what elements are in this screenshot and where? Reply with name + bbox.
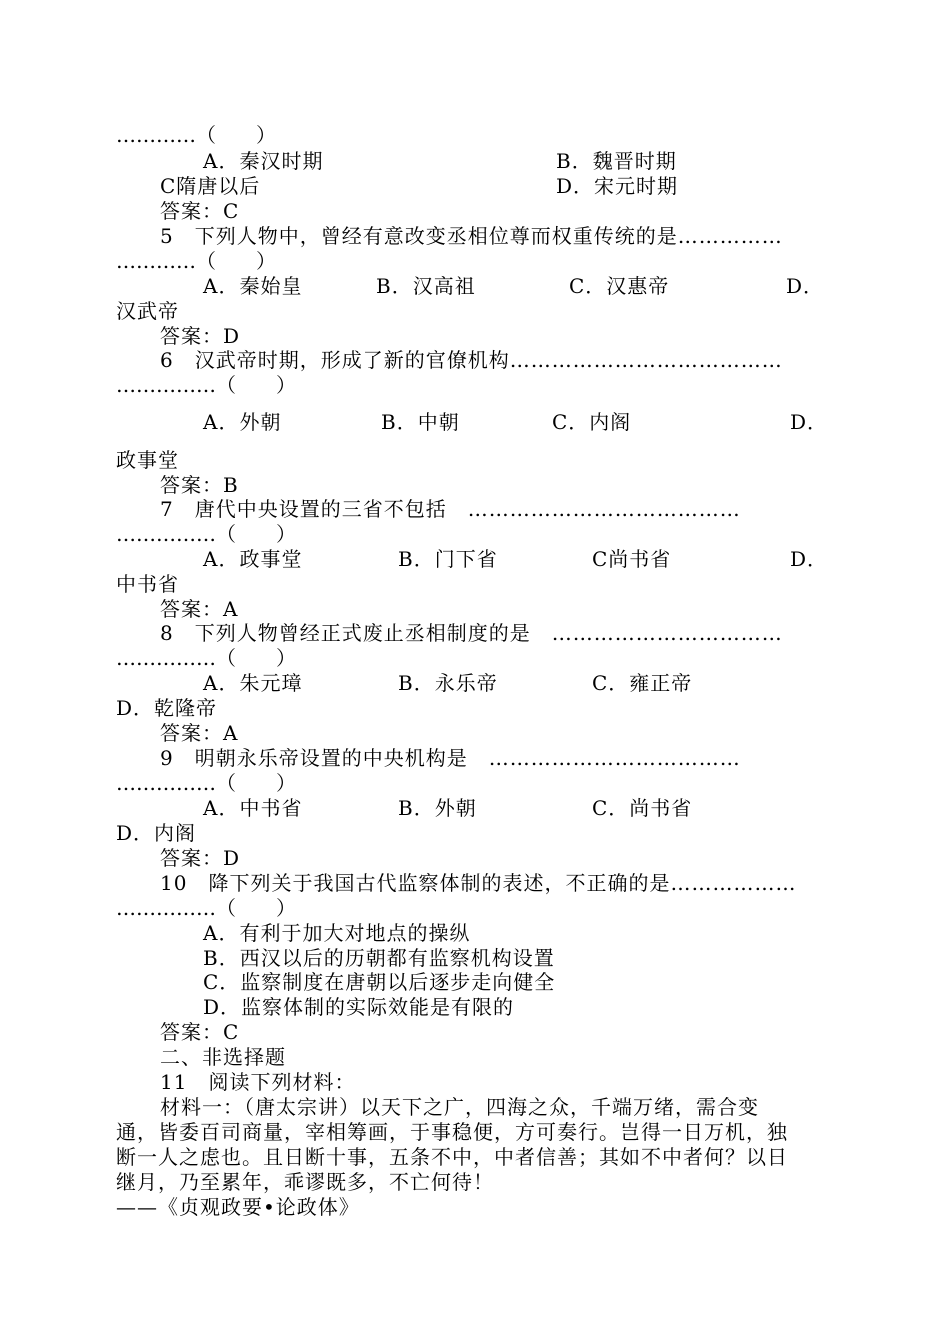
q10-continuation: ……………（ ） — [116, 896, 296, 920]
q9-option-a: A．中书省 — [203, 796, 303, 820]
q6-stem: 6 汉武帝时期，形成了新的官僚机构………………………………… — [160, 348, 783, 372]
q8-option-c: C．雍正帝 — [592, 671, 693, 695]
q8-option-d: D．乾隆帝 — [116, 696, 218, 720]
q10-stem: 10 降下列关于我国古代监察体制的表述，不正确的是……………… — [160, 871, 797, 895]
q7-option-d-text: 中书省 — [116, 572, 179, 596]
q6-option-c: C．内阁 — [552, 410, 632, 434]
material-1-line-2: 通，皆委百司商量，宰相筹画，于事稳便，方可奏行。岂得一日万机，独 — [116, 1120, 788, 1144]
q8-option-a: A．朱元璋 — [203, 671, 303, 695]
q10-option-a: A．有利于加大对地点的操纵 — [203, 921, 471, 945]
q9-answer: 答案：D — [160, 846, 241, 870]
q6-option-b: B．中朝 — [381, 410, 460, 434]
q6-option-d-text: 政事堂 — [116, 448, 179, 472]
q4-option-c: C隋唐以后 — [160, 174, 261, 198]
q8-continuation: ……………（ ） — [116, 646, 296, 670]
material-1-line-1: 材料一：（唐太宗讲）以天下之广，四海之众，千端万绪，需合变 — [160, 1095, 759, 1119]
q7-stem: 7 唐代中央设置的三省不包括 ………………………………… — [160, 497, 741, 521]
q8-option-b: B．永乐帝 — [398, 671, 498, 695]
q9-option-d: D．内阁 — [116, 821, 197, 845]
q7-answer: 答案：A — [160, 597, 239, 621]
q4-continuation: …………（ ） — [116, 123, 276, 147]
q5-continuation: …………（ ） — [116, 249, 276, 273]
q5-option-c: C．汉惠帝 — [569, 274, 670, 298]
q5-option-d-text: 汉武帝 — [116, 299, 179, 323]
q5-stem: 5 下列人物中，曾经有意改变丞相位尊而权重传统的是…………… — [160, 224, 783, 248]
q4-answer: 答案：C — [160, 199, 240, 223]
q11-stem: 11 阅读下列材料： — [160, 1070, 356, 1094]
q7-option-c: C尚书省 — [592, 547, 672, 571]
q8-stem: 8 下列人物曾经正式废止丞相制度的是 …………………………… — [160, 621, 783, 645]
q7-option-a: A．政事堂 — [203, 547, 303, 571]
q9-option-c: C．尚书省 — [592, 796, 693, 820]
q10-option-d: D．监察体制的实际效能是有限的 — [203, 995, 515, 1019]
q5-answer: 答案：D — [160, 324, 241, 348]
q4-option-a: A．秦汉时期 — [203, 149, 324, 173]
material-1-line-4: 继月，乃至累年，乖谬既多，不亡何待！ — [116, 1170, 494, 1194]
q4-option-b: B．魏晋时期 — [556, 149, 677, 173]
q6-answer: 答案：B — [160, 473, 239, 497]
q10-option-c: C．监察制度在唐朝以后逐步走向健全 — [203, 970, 556, 994]
section-heading: 二、非选择题 — [160, 1045, 286, 1069]
q9-option-b: B．外朝 — [398, 796, 477, 820]
q9-stem: 9 明朝永乐帝设置的中央机构是 ……………………………… — [160, 746, 741, 770]
q7-continuation: ……………（ ） — [116, 522, 296, 546]
q5-option-b: B．汉高祖 — [376, 274, 476, 298]
q9-continuation: ……………（ ） — [116, 771, 296, 795]
q7-option-b: B．门下省 — [398, 547, 498, 571]
q5-option-d: D． — [786, 274, 825, 298]
q8-answer: 答案：A — [160, 721, 239, 745]
material-1-source: ——《贞观政要•论政体》 — [116, 1195, 360, 1219]
q10-option-b: B．西汉以后的历朝都有监察机构设置 — [203, 946, 555, 970]
q4-option-d: D．宋元时期 — [556, 174, 679, 198]
q5-option-a: A．秦始皇 — [203, 274, 303, 298]
q6-continuation: ……………（ ） — [116, 373, 296, 397]
q6-option-d: D． — [790, 410, 829, 434]
q10-answer: 答案：C — [160, 1020, 240, 1044]
q7-option-d: D． — [790, 547, 829, 571]
material-1-line-3: 断一人之虑也。且日断十事，五条不中，中者信善；其如不中者何？以日 — [116, 1145, 788, 1169]
q6-option-a: A．外朝 — [203, 410, 282, 434]
